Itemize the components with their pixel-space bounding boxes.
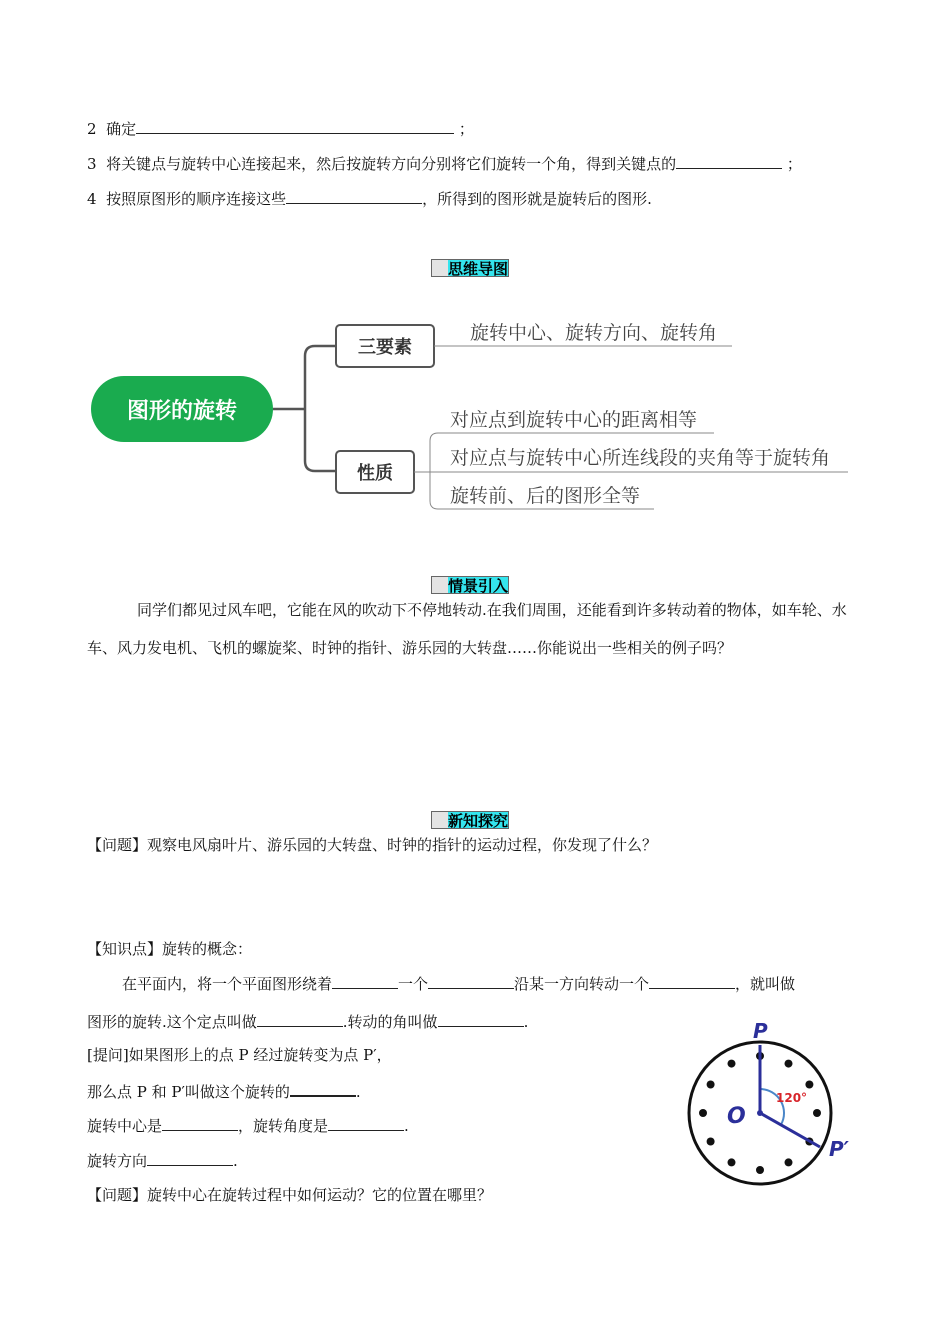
blank-field[interactable]	[147, 1150, 233, 1166]
center-point	[757, 1110, 763, 1116]
step-4: 4 按照原图形的顺序连接这些 ，所得到的图形就是旋转后的图形.	[87, 190, 652, 208]
step-2: 2 确定 ；	[87, 120, 474, 138]
section-title-mindmap: 思维导图	[431, 259, 509, 277]
blank-field[interactable]	[290, 1080, 356, 1097]
label-p-prime: P′	[829, 1137, 849, 1161]
blank-field[interactable]	[428, 973, 514, 989]
knowledge-heading: 【知识点】旋转的概念：	[87, 940, 253, 958]
blank-field[interactable]	[257, 1011, 343, 1027]
knowledge-line-2: 图形的旋转.这个定点叫做 .转动的角叫做 .	[87, 1013, 529, 1031]
mindmap-root-label: 图形的旋转	[126, 399, 238, 424]
blank-field[interactable]	[649, 973, 735, 989]
label-o: O	[727, 1104, 746, 1129]
question-1: 【问题】观察电风扇叶片、游乐园的大转盘、时钟的指针的运动过程，你发现了什么？	[87, 836, 658, 854]
knowledge-line-1: 在平面内，将一个平面图形绕着 一个 沿某一方向转动一个 ，就叫做	[122, 975, 796, 993]
ask-line-4: 旋转方向 .	[87, 1152, 238, 1170]
scene-paragraph: 同学们都见过风车吧，它能在风的吹动下不停地转动.在我们周围，还能看到许多转动着的物体，如车轮、水车、风力发电机、飞机的螺旋桨、时钟的指针、游乐园的大转盘……你能说出一些相关的例子吗？	[87, 601, 847, 657]
mindmap-leaf-4: 旋转前、后的图形全等	[450, 485, 641, 507]
ask-line-3: 旋转中心是 ，旋转角度是 .	[87, 1117, 409, 1135]
clock-diagram	[676, 1015, 866, 1195]
mindmap-leaf-2: 对应点到旋转中心的距离相等	[450, 409, 698, 431]
blank-field[interactable]	[162, 1115, 238, 1131]
label-p: P	[753, 1019, 768, 1043]
mindmap-branch-properties-label: 性质	[357, 463, 393, 484]
mindmap-leaf-1: 旋转中心、旋转方向、旋转角	[470, 322, 718, 344]
blank-field[interactable]	[328, 1115, 404, 1131]
ask-line-2: 那么点 P 和 P′叫做这个旋转的 .	[87, 1080, 361, 1102]
mind-map	[0, 0, 950, 560]
blank-field[interactable]	[438, 1011, 524, 1027]
step-3: 3 将关键点与旋转中心连接起来，然后按旋转方向分别将它们旋转一个角，得到关键点的 ；	[87, 155, 802, 173]
ask-line-1: [提问]如果图形上的点 P 经过旋转变为点 P′，	[87, 1046, 392, 1064]
angle-label: 120°	[776, 1091, 808, 1105]
section-title-explore: 新知探究	[431, 811, 509, 829]
section-title-scene: 情景引入	[431, 576, 509, 594]
mindmap-branch-elements-label: 三要素	[358, 337, 412, 358]
mindmap-leaf-3: 对应点与旋转中心所连线段的夹角等于旋转角	[450, 447, 831, 469]
blank-field[interactable]	[332, 973, 398, 989]
question-2: 【问题】旋转中心在旋转过程中如何运动？它的位置在哪里？	[87, 1186, 493, 1204]
